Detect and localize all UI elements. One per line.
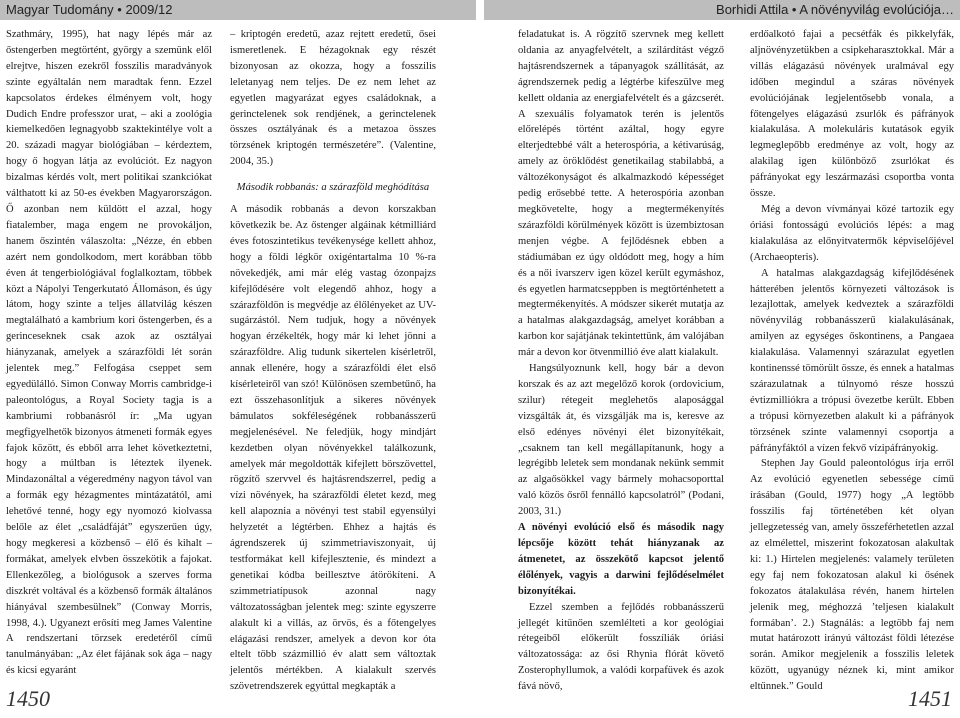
text-column-4 <box>750 27 954 693</box>
paragraph: A hatalmas alakgazdagság kifejlődésének hátterében jelentős környezeti változások is lezajlottak, amelyek kedveztek a szárazföldi növényvilág robbanásszerű kialakulásának, amilyen az egységes őskontinens, a Pangaea kialakulása. Valamennyi szárazulat egyetlen kontinenssé tömörült össze, és ennek a hatalmas szárazulatnak a túlnyomó része hosszú évtizmilliókra a trópusi övezetbe került. Ebben a trópusi környezetben alakult ki a páfrányok törzsének szinte valamennyi csoportja a páfrányfáktól a vízen fekvő vízipáfrányokig. <box>750 267 954 454</box>
paragraph: A második robbanás a devon korszakban következik be. Az őstenger algáinak kétmilliárd éves fotoszintetikus tevékenysége kellett ahhoz, hogy a földi légkör oxigéntartalma 10 %-ra növekedjék, ami már elég vastag ózonpajzs kifejlődésére volt elegendő ahhoz, hogy a szárazföldön is megvédje az élőlényeket az UV-sugárzástól. Nem tudjuk, hogy a növények hogyan érzékelték, hogy már ki lehet jönni a szárazföldre. Alig tudunk sikertelen kísérletről, annak ellenére, hogy a szárazföldi élet első kísérleteiről van szó! Különösen szembetűnő, ha ezt összehasonlítjuk a sikeres növények bámulatos sokféleségének robbanásszerű megjelenésével. Ne feledjük, hogy mindjárt kezdetben olyan növényekkel találkozunk, amelyek már megoldották kifejlett börszövettel, rögzítő szervvel és hajtásrendszerrel, pedig a vízi növények, ha szárazföldi életet kezd, meg kell alapoznia a növényi test stabil egyensúlyi helyzetét a légtérben. Ehhez a hajtás és ágrendszerek új szimmetriaviszonyait, új testformákat kell kifejleszteniе, és mindezt a genetikai kódba beillesztve átörökíteni. A szimmetriatípusok azonnal nagy változatosságban jelentek meg: szinte egyszerre alakult ki a villás, az örvös, és a főtengelyes elágazási rendszer, amelyek a devon kor óta eltelt több százmillió év alatt sem változtak jelentős mértékben. A kialakult szervés szövetrendszerek egyúttal megkapták a <box>230 204 436 693</box>
text-column-1 <box>6 27 212 682</box>
running-header-right: Borhidi Attila • A növényvilág evolúciója… <box>484 0 960 20</box>
section-heading: Második robbanás: a szárazföld meghódítása <box>236 182 430 194</box>
page-gutter <box>476 0 484 718</box>
paragraph: Hangsúlyoznunk kell, hogy bár a devon korszak és az azt megelőző korok (ordovicium, szilur) rétegeit meglehetős alaposággal vizsgálták át, és vizsgálják ma is, keresve az első edényes növényi élet bizonyítékait, „csaknem tan kell megállapítanunk, hogy a legrégibb leletek sem mondanak nekünk semmit az algaősökkel vagy bármely mohacsoporttal való közös ősről fennálló kapcsolatról” (Podani, 2003, 31.) <box>518 363 724 518</box>
paragraph: erdőalkotó fajai a pecsétfák és pikkelyfák, aljnövényzetükben a csipkeharasztokkal. Már a villás elágazású növények uralmával egy időben megindul a száras növények evolúciójának legjelentősebb vonala, a főtengelyes elágazású zsurlók és páfrányok kialakulása. A molekuláris kutatások egyik legmeglepőbb eredménye az volt, hogy az alakilag igen különböző zsurlókat és páfrányokat egy leszármazási csoportba vonta össze. <box>750 29 954 200</box>
paragraph: feladatukat is. A rögzítő szervnek meg kellett oldania az anyagfelvételt, a szilárdítást végző hajtásrendszernek a tápanyagok szállítását, az ágrendszernek pedig a légtérbe kifeszülve meg kellett oldania az energiafelvételt és a gázcserét. A szexuális folyamatok terén is jelentős előrelépés történt azáltal, hogy egyre elterjedtebbé vált a heterospória, a kétivarúság, amely az öröklődést genetikailag stabilabbá, a változékonyságot és alkalmazkodó képességet pedig erősebbé tette. A heterospória azonban megkövetelte, hogy a megtermékenyítés szárazföldi körülmények között is üzembiztosan menjen végbe. A fejlődésnek ebben a stádiumában ez úgy oldódott meg, hogy a hím és a női ivarszerv igen közel került egymáshoz, és egyetlen harmatcseppben is megtörténhetett a megtermékenyítés. A módszer sikerét mutatja az a hatalmas alakgazdagság, amelyet korábban a karbon kor sajátjának tekintettünk, ám valójában már a devon kor ötvenmillió éve alatt kialakult. <box>518 29 724 359</box>
paragraph: Stephen Jay Gould paleontológus írja erről Az evolúció egyenetlen sebessége című írásában (Gould, 1977) hogy „A legtöbb fosszilis faj történetében két olyan jellegzetesség van, amely összeférhetetlen azzal az elmélettel, miszerint fokozatosan alakultak ki: 1.) Hirtelen megjelenés: valamely területen egy faj nem fokozatosan alakul ki ősének fokozatos átalakulása révén, hanem hirtelen jelenik meg, méghozzá ’teljesen kialakult formában’. 2.) Stagnálás: a legtöbb faj nem mutat határozott irányú változást földi létezése során. Amikor megjelenik a fosszilis leletek között, ugyanúgy néznek ki, mint amikor eltűnnek.” Gould <box>750 458 954 693</box>
text-column-3 <box>518 27 724 693</box>
running-header-left: Magyar Tudomány • 2009/12 <box>0 0 476 20</box>
paragraph: Szathmáry, 1995), hat nagy lépés már az őstengerben megtörtént, györgy a szemünk elől elrejtve, hiszen ezekről fosszilis maradványok szinte egyáltalán nem maradtak fenn. Ezzel kapcsolatos érdekes élményem volt, hogy Dudich Endre professzor urat, – aki a zoológia kiemelkedően legnagyobb szaktekintélye volt a 20. századi magyar biológiában – kérdeztem, hogy ő hogyan látja az evolúciót. Ez nagyon bizalmas kérdés volt, mert politikai szankciókat válthatott ki az 50-es években Magyarországon. Ő azonban nem küldött el azzal, hogy fiatalember, maga engem ne provokáljon, hanem őszintén válaszolta: „Nézze, én ebben azért nem gondolkodom, mert korábban több éven át tengerbiológiával foglalkoztam, többek közt a Nápolyi Tengerkutató Állomáson, és úgy látom, hogy szinte a teljes állatvilág készen megtalálható a kambrium kori őstengerben, és a gerinceseknek csak azok az osztályai hiányzanak, amelyek a szárazföldi lét során jelentek meg.” Felfogása cseppet sem egyedülálló. Simon Conway Morris cambridge-i paleontológus, a Royal Society tagja is a kambriumi robbanásról ír: „Ma ugyan megfigyelhetők bizonyos átmeneti formák egyes fajok között, és ebből arra lehet következtetni, hogy a múltban is léteztek ilyenek. Mindazonáltal a végeredmény nagyon távol van a formák egy hézagmentes mintázatától, ami lehetővé tenné, hogy egy nyomozó kiolvassa belőle az élet „családfáját” egyszerűen úgy, hogy megkeresi a közbenső – élő és kihalt – formákat, amelyek elvben összekötik a fajokat. Ellenkezőleg, a biológusok a szerves forma diszkrét voltával és a közbenső formák általános hiányával szembesülnek” (Conway Morris, 1998, 4.). Ugyanezt erősíti meg James Valentine A rendszertani törzsek eredetéről című tanulmányában: „Az élet fájának sok ága – nagy és kicsi egyaránt <box>6 29 212 677</box>
text-column-2 <box>230 27 436 693</box>
paragraph: Még a devon vívmányai közé tartozik egy óriási fontosságú evolúciós lépés: a mag kialakulása az előnyitvatermők képviselőjével (Archaeopteris). <box>750 203 954 263</box>
paragraph: Ezzel szemben a fejlődés robbanásszerű jellegét kitűnően szemlélteti a kor geológiai rétegeiből előkerült fosszíliák óriási változatossága: az ősi Rhynia flórát követő Zosterophyllumok, a valódi korpafüvek és azok fává növő, <box>518 601 724 693</box>
page-number-left: 1450 <box>6 686 50 711</box>
paragraph-bold: A növényi evolúció első és második nagy lépcsője között tehát hiányzanak az átmenetet, az összekötő kapcsot jelentő élőlények, vagyis a darwini fejlődéselmélet bizonyítékai. <box>518 522 724 597</box>
page-number-right: 1451 <box>908 686 952 711</box>
paragraph: – kriptogén eredetű, azaz rejtett eredetű, ősei ismeretlenek. E hézagoknak egy részét bizonyosan az okozza, hogy a fosszilis leletanyag nem teljes. De ez nem lehet az egyetlen magyarázat egyes családoknak, a gerinctelenek sok rendjének, a gerinctelenek összes osztályának és a metazoa összes törzsének kriptogén természetére”. (Valentine, 2004, 35.) <box>230 29 436 168</box>
